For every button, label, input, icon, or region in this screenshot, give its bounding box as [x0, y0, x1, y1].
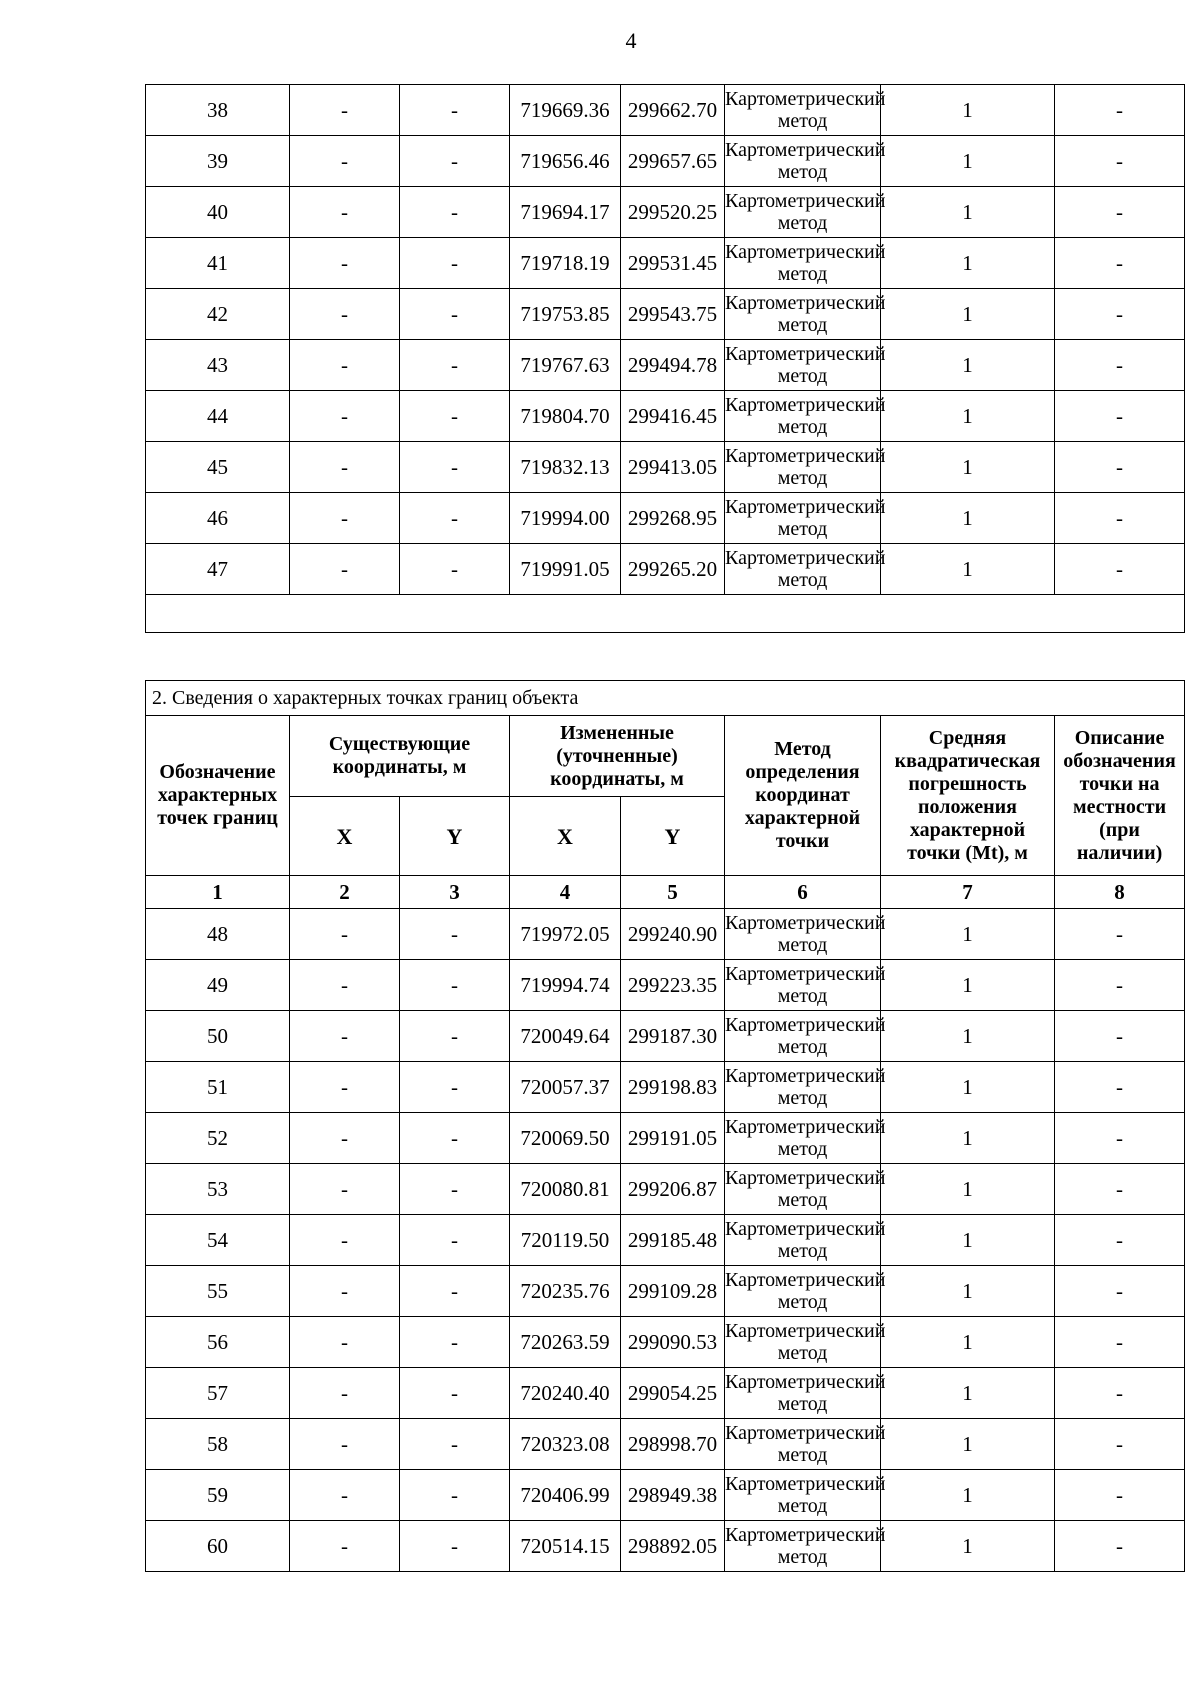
existing-y-cell: -: [400, 544, 510, 595]
existing-y-cell: -: [400, 1368, 510, 1419]
changed-y-cell: 299543.75: [621, 289, 725, 340]
description-cell: -: [1055, 1470, 1185, 1521]
method-cell: Картометрический метод: [725, 391, 881, 442]
existing-y-cell: -: [400, 960, 510, 1011]
table-row: [146, 238, 1185, 289]
table-row: [146, 136, 1185, 187]
description-cell: -: [1055, 1215, 1185, 1266]
mt-cell: 1: [881, 1215, 1055, 1266]
point-cell: 60: [146, 1521, 290, 1572]
point-cell: 43: [146, 340, 290, 391]
method-cell: Картометрический метод: [725, 340, 881, 391]
point-cell: 40: [146, 187, 290, 238]
mt-cell: 1: [881, 909, 1055, 960]
description-cell: -: [1055, 1368, 1185, 1419]
point-cell: 38: [146, 85, 290, 136]
existing-y-cell: -: [400, 187, 510, 238]
existing-x-cell: -: [290, 1215, 400, 1266]
existing-y-cell: -: [400, 1062, 510, 1113]
method-cell: Картометрический метод: [725, 1164, 881, 1215]
changed-y-cell: 299520.25: [621, 187, 725, 238]
table-row: [146, 442, 1185, 493]
changed-y-cell: 298998.70: [621, 1419, 725, 1470]
existing-x-cell: -: [290, 1164, 400, 1215]
existing-y-cell: -: [400, 1215, 510, 1266]
existing-y-cell: -: [400, 909, 510, 960]
existing-y-cell: -: [400, 238, 510, 289]
changed-y-cell: 299531.45: [621, 238, 725, 289]
header-existing-y: Y: [400, 797, 510, 876]
changed-y-cell: 299494.78: [621, 340, 725, 391]
description-cell: -: [1055, 289, 1185, 340]
method-cell: Картометрический метод: [725, 238, 881, 289]
existing-x-cell: -: [290, 960, 400, 1011]
mt-cell: 1: [881, 1521, 1055, 1572]
existing-x-cell: -: [290, 238, 400, 289]
column-number: 7: [881, 876, 1055, 909]
changed-x-cell: 720263.59: [510, 1317, 621, 1368]
changed-y-cell: 299185.48: [621, 1215, 725, 1266]
header-description: Описание обозначения точки на местности (при наличии): [1055, 716, 1185, 876]
existing-x-cell: -: [290, 544, 400, 595]
changed-y-cell: 299054.25: [621, 1368, 725, 1419]
mt-cell: 1: [881, 1062, 1055, 1113]
existing-x-cell: -: [290, 1113, 400, 1164]
changed-x-cell: 719718.19: [510, 238, 621, 289]
existing-x-cell: -: [290, 85, 400, 136]
changed-x-cell: 720240.40: [510, 1368, 621, 1419]
table1-body: [146, 85, 1185, 633]
method-cell: Картометрический метод: [725, 1470, 881, 1521]
existing-x-cell: -: [290, 340, 400, 391]
mt-cell: 1: [881, 289, 1055, 340]
description-cell: -: [1055, 1266, 1185, 1317]
existing-y-cell: -: [400, 289, 510, 340]
existing-y-cell: -: [400, 442, 510, 493]
existing-y-cell: -: [400, 340, 510, 391]
empty-row: [146, 595, 1185, 633]
description-cell: -: [1055, 1419, 1185, 1470]
header-mt: Средняя квадратическая погрешность положения характерной точки (Mt), м: [881, 716, 1055, 876]
existing-x-cell: -: [290, 391, 400, 442]
changed-x-cell: 719991.05: [510, 544, 621, 595]
existing-y-cell: -: [400, 85, 510, 136]
column-number: 6: [725, 876, 881, 909]
table-row: [146, 289, 1185, 340]
existing-y-cell: -: [400, 391, 510, 442]
header-existing-x: X: [290, 797, 400, 876]
changed-y-cell: 299265.20: [621, 544, 725, 595]
description-cell: -: [1055, 85, 1185, 136]
method-cell: Картометрический метод: [725, 187, 881, 238]
changed-x-cell: 719994.74: [510, 960, 621, 1011]
table-row: [146, 1113, 1185, 1164]
table-row: [146, 391, 1185, 442]
method-cell: Картометрический метод: [725, 1521, 881, 1572]
table-row: [146, 1419, 1185, 1470]
existing-x-cell: -: [290, 1419, 400, 1470]
mt-cell: 1: [881, 442, 1055, 493]
empty-cell: [146, 595, 1185, 633]
existing-x-cell: -: [290, 187, 400, 238]
mt-cell: 1: [881, 238, 1055, 289]
changed-x-cell: 720235.76: [510, 1266, 621, 1317]
method-cell: Картометрический метод: [725, 1062, 881, 1113]
existing-y-cell: -: [400, 1317, 510, 1368]
point-cell: 51: [146, 1062, 290, 1113]
header-changed-y: Y: [621, 797, 725, 876]
page-number: 4: [625, 28, 637, 53]
method-cell: Картометрический метод: [725, 85, 881, 136]
changed-y-cell: 299191.05: [621, 1113, 725, 1164]
table-caption: 2. Сведения о характерных точках границ объекта: [146, 681, 1185, 716]
changed-x-cell: 719753.85: [510, 289, 621, 340]
point-cell: 59: [146, 1470, 290, 1521]
description-cell: -: [1055, 493, 1185, 544]
changed-y-cell: 299268.95: [621, 493, 725, 544]
existing-x-cell: -: [290, 1266, 400, 1317]
existing-y-cell: -: [400, 1113, 510, 1164]
point-cell: 41: [146, 238, 290, 289]
method-cell: Картометрический метод: [725, 1266, 881, 1317]
existing-y-cell: -: [400, 1419, 510, 1470]
method-cell: Картометрический метод: [725, 442, 881, 493]
mt-cell: 1: [881, 1011, 1055, 1062]
mt-cell: 1: [881, 187, 1055, 238]
changed-y-cell: 299198.83: [621, 1062, 725, 1113]
changed-x-cell: 720080.81: [510, 1164, 621, 1215]
method-cell: Картометрический метод: [725, 909, 881, 960]
description-cell: -: [1055, 340, 1185, 391]
existing-y-cell: -: [400, 493, 510, 544]
description-cell: -: [1055, 442, 1185, 493]
table-row: [146, 1368, 1185, 1419]
existing-x-cell: -: [290, 289, 400, 340]
mt-cell: 1: [881, 1470, 1055, 1521]
changed-x-cell: 720323.08: [510, 1419, 621, 1470]
changed-y-cell: 298949.38: [621, 1470, 725, 1521]
description-cell: -: [1055, 238, 1185, 289]
point-cell: 53: [146, 1164, 290, 1215]
point-cell: 46: [146, 493, 290, 544]
table-row: [146, 1266, 1185, 1317]
changed-x-cell: 719656.46: [510, 136, 621, 187]
table-row: [146, 1470, 1185, 1521]
existing-y-cell: -: [400, 1521, 510, 1572]
method-cell: Картометрический метод: [725, 1368, 881, 1419]
method-cell: Картометрический метод: [725, 1317, 881, 1368]
changed-y-cell: 299416.45: [621, 391, 725, 442]
point-cell: 52: [146, 1113, 290, 1164]
coordinates-table-continued: [145, 84, 1185, 633]
changed-x-cell: 719694.17: [510, 187, 621, 238]
existing-x-cell: -: [290, 1521, 400, 1572]
method-cell: Картометрический метод: [725, 136, 881, 187]
existing-x-cell: -: [290, 909, 400, 960]
description-cell: -: [1055, 1164, 1185, 1215]
boundary-points-table: [145, 680, 1185, 1572]
mt-cell: 1: [881, 391, 1055, 442]
mt-cell: 1: [881, 1266, 1055, 1317]
mt-cell: 1: [881, 960, 1055, 1011]
mt-cell: 1: [881, 85, 1055, 136]
existing-x-cell: -: [290, 136, 400, 187]
table-row: [146, 187, 1185, 238]
changed-y-cell: 299413.05: [621, 442, 725, 493]
method-cell: Картометрический метод: [725, 1011, 881, 1062]
point-cell: 42: [146, 289, 290, 340]
changed-x-cell: 720514.15: [510, 1521, 621, 1572]
table-row: [146, 1215, 1185, 1266]
point-cell: 57: [146, 1368, 290, 1419]
method-cell: Картометрический метод: [725, 1419, 881, 1470]
table2-body: [146, 909, 1185, 1572]
mt-cell: 1: [881, 340, 1055, 391]
table-row: [146, 1317, 1185, 1368]
column-number: 8: [1055, 876, 1185, 909]
changed-y-cell: 298892.05: [621, 1521, 725, 1572]
table-row: [146, 1011, 1185, 1062]
header-existing-coords: Существующие координаты, м: [290, 716, 510, 797]
header-point: Обозначение характерных точек границ: [146, 716, 290, 876]
method-cell: Картометрический метод: [725, 544, 881, 595]
changed-y-cell: 299187.30: [621, 1011, 725, 1062]
mt-cell: 1: [881, 544, 1055, 595]
description-cell: -: [1055, 1113, 1185, 1164]
changed-y-cell: 299090.53: [621, 1317, 725, 1368]
point-cell: 48: [146, 909, 290, 960]
description-cell: -: [1055, 909, 1185, 960]
existing-y-cell: -: [400, 1266, 510, 1317]
changed-x-cell: 719994.00: [510, 493, 621, 544]
existing-x-cell: -: [290, 1062, 400, 1113]
changed-y-cell: 299109.28: [621, 1266, 725, 1317]
column-number: 5: [621, 876, 725, 909]
description-cell: -: [1055, 1521, 1185, 1572]
method-cell: Картометрический метод: [725, 1215, 881, 1266]
method-cell: Картометрический метод: [725, 960, 881, 1011]
description-cell: -: [1055, 544, 1185, 595]
changed-y-cell: 299223.35: [621, 960, 725, 1011]
changed-x-cell: 720406.99: [510, 1470, 621, 1521]
existing-y-cell: -: [400, 1164, 510, 1215]
point-cell: 55: [146, 1266, 290, 1317]
existing-x-cell: -: [290, 493, 400, 544]
column-number: 3: [400, 876, 510, 909]
table-row: [146, 85, 1185, 136]
point-cell: 58: [146, 1419, 290, 1470]
column-number: 2: [290, 876, 400, 909]
column-number: 4: [510, 876, 621, 909]
existing-x-cell: -: [290, 442, 400, 493]
header-changed-coords: Измененные (уточненные) координаты, м: [510, 716, 725, 797]
existing-y-cell: -: [400, 1011, 510, 1062]
table-row: [146, 1164, 1185, 1215]
description-cell: -: [1055, 1317, 1185, 1368]
mt-cell: 1: [881, 1164, 1055, 1215]
changed-y-cell: 299657.65: [621, 136, 725, 187]
point-cell: 47: [146, 544, 290, 595]
existing-y-cell: -: [400, 136, 510, 187]
changed-x-cell: 719804.70: [510, 391, 621, 442]
table-row: [146, 909, 1185, 960]
point-cell: 50: [146, 1011, 290, 1062]
point-cell: 49: [146, 960, 290, 1011]
header-changed-x: X: [510, 797, 621, 876]
point-cell: 45: [146, 442, 290, 493]
mt-cell: 1: [881, 136, 1055, 187]
header-method: Метод определения координат характерной точки: [725, 716, 881, 876]
description-cell: -: [1055, 136, 1185, 187]
point-cell: 56: [146, 1317, 290, 1368]
method-cell: Картометрический метод: [725, 289, 881, 340]
mt-cell: 1: [881, 1317, 1055, 1368]
changed-x-cell: 720049.64: [510, 1011, 621, 1062]
description-cell: -: [1055, 960, 1185, 1011]
description-cell: -: [1055, 187, 1185, 238]
changed-x-cell: 719767.63: [510, 340, 621, 391]
table-row: [146, 960, 1185, 1011]
existing-x-cell: -: [290, 1011, 400, 1062]
existing-x-cell: -: [290, 1470, 400, 1521]
table-row: [146, 340, 1185, 391]
existing-x-cell: -: [290, 1368, 400, 1419]
description-cell: -: [1055, 1011, 1185, 1062]
table-row: [146, 493, 1185, 544]
mt-cell: 1: [881, 1419, 1055, 1470]
mt-cell: 1: [881, 1368, 1055, 1419]
changed-x-cell: 720069.50: [510, 1113, 621, 1164]
changed-x-cell: 720119.50: [510, 1215, 621, 1266]
column-numbers-row: [146, 876, 1185, 909]
mt-cell: 1: [881, 1113, 1055, 1164]
existing-x-cell: -: [290, 1317, 400, 1368]
changed-x-cell: 719972.05: [510, 909, 621, 960]
mt-cell: 1: [881, 493, 1055, 544]
point-cell: 39: [146, 136, 290, 187]
description-cell: -: [1055, 391, 1185, 442]
changed-y-cell: 299240.90: [621, 909, 725, 960]
changed-x-cell: 719832.13: [510, 442, 621, 493]
changed-x-cell: 720057.37: [510, 1062, 621, 1113]
table-row: [146, 1062, 1185, 1113]
existing-y-cell: -: [400, 1470, 510, 1521]
table-row: [146, 544, 1185, 595]
method-cell: Картометрический метод: [725, 493, 881, 544]
changed-x-cell: 719669.36: [510, 85, 621, 136]
column-number: 1: [146, 876, 290, 909]
method-cell: Картометрический метод: [725, 1113, 881, 1164]
table-row: [146, 1521, 1185, 1572]
description-cell: -: [1055, 1062, 1185, 1113]
point-cell: 44: [146, 391, 290, 442]
changed-y-cell: 299662.70: [621, 85, 725, 136]
point-cell: 54: [146, 1215, 290, 1266]
changed-y-cell: 299206.87: [621, 1164, 725, 1215]
